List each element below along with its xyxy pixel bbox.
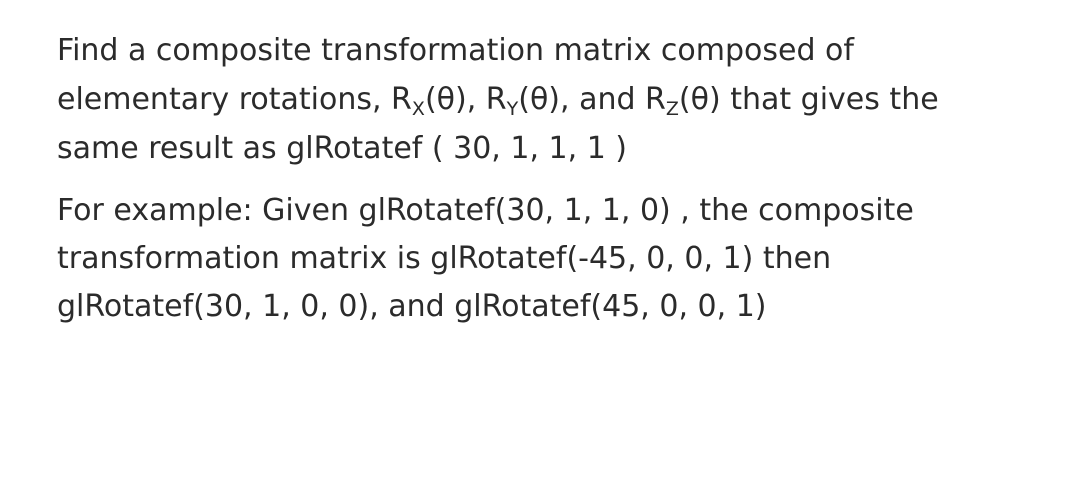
- example-line-1: For example: Given glRotatef(30, 1, 1, 0) , the composite: [57, 193, 914, 228]
- question-line-2-text-a: elementary rotations, R: [57, 82, 412, 117]
- example-line-2: transformation matrix is glRotatef(-45, 0, 0, 1) then: [57, 241, 832, 276]
- question-line-3: same result as glRotatef ( 30, 1, 1, 1 ): [57, 131, 628, 166]
- question-paragraph: [57, 26, 1057, 173]
- question-line-2-text-b: (θ), R: [424, 82, 507, 117]
- question-line-1: Find a composite transformation matrix composed of: [57, 33, 854, 68]
- example-line-3: glRotatef(30, 1, 0, 0), and glRotatef(45, 0, 0, 1): [57, 289, 767, 324]
- question-line-2-text-c: (θ), and R: [518, 82, 666, 117]
- example-paragraph: [57, 186, 1057, 330]
- document-body: [57, 26, 1057, 330]
- subscript-z: Z: [665, 98, 679, 120]
- question-line-2-text-d: (θ) that gives the: [678, 82, 939, 117]
- subscript-y: Y: [506, 98, 519, 120]
- question-line-2: [57, 75, 1057, 124]
- subscript-x: X: [411, 98, 425, 120]
